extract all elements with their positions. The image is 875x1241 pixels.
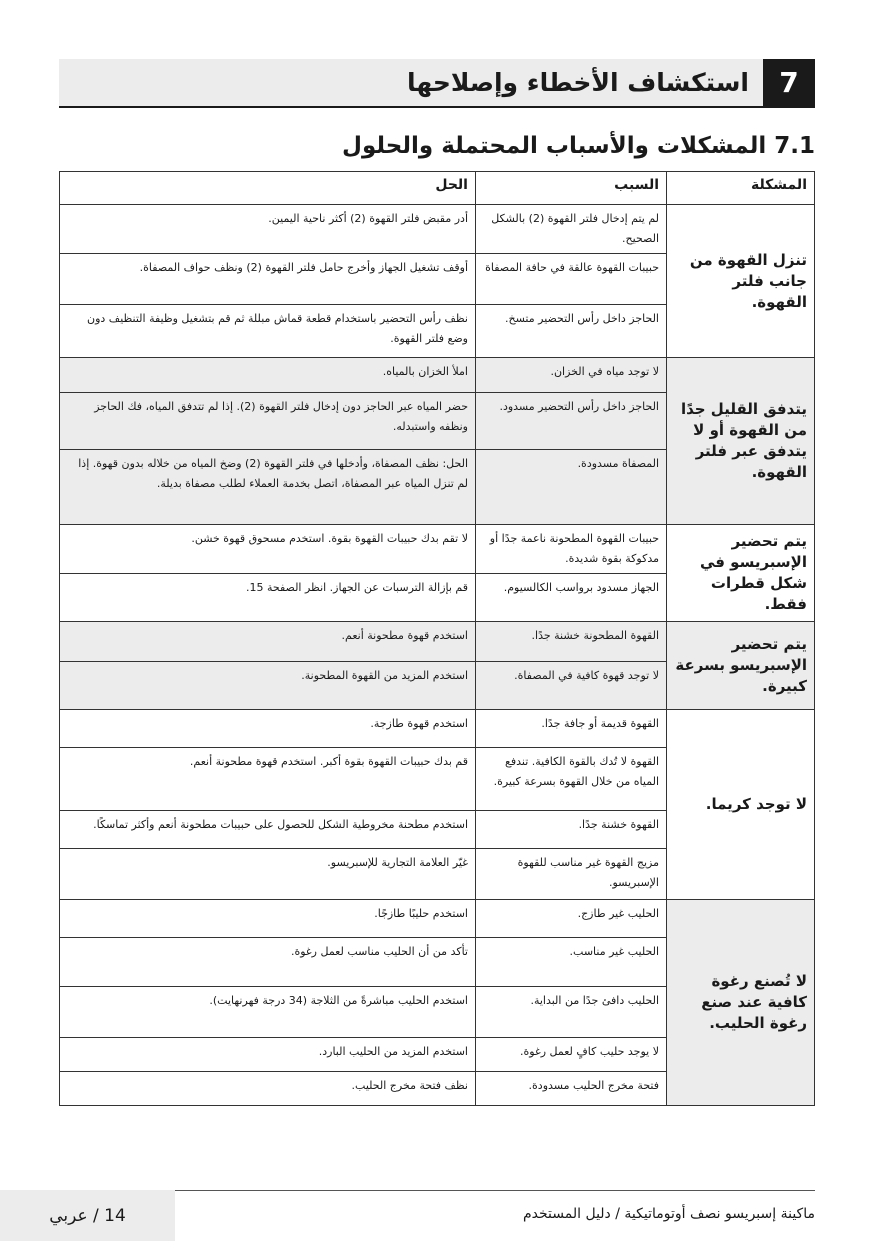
solution-cell: أوقف تشغيل الجهاز وأخرج حامل فلتر القهوة (2) ونظف حواف المصفاة. xyxy=(60,254,476,305)
cause-cell: الحليب غير طازج. xyxy=(476,900,667,938)
solution-cell: استخدم قهوة طازجة. xyxy=(60,710,476,748)
cause-cell: حبيبات القهوة عالقة في حافة المصفاة xyxy=(476,254,667,305)
solution-cell: نظف رأس التحضير باستخدام قطعة قماش مبللة ثم قم بتشغيل وظيفة التنظيف دون وضع فلتر القهوة. xyxy=(60,305,476,358)
problem-cell: تنزل القهوة من جانب فلتر القهوة. xyxy=(667,205,815,358)
cause-cell: الحاجز داخل رأس التحضير متسخ. xyxy=(476,305,667,358)
table-row xyxy=(60,358,815,393)
header-solution: الحل xyxy=(60,172,476,205)
solution-cell: غيّر العلامة التجارية للإسبريسو. xyxy=(60,849,476,900)
cause-cell: فتحة مخرج الحليب مسدودة. xyxy=(476,1072,667,1106)
table-row xyxy=(60,622,815,662)
solution-cell: استخدم قهوة مطحونة أنعم. xyxy=(60,622,476,662)
solution-cell: استخدم الحليب مباشرةً من الثلاجة (34 درجة فهرنهايت). xyxy=(60,987,476,1038)
problem-cell: لا توجد كريما. xyxy=(667,710,815,900)
solution-cell: أدر مقبض فلتر القهوة (2) أكثر ناحية اليمين. xyxy=(60,205,476,254)
solution-cell: استخدم مطحنة مخروطية الشكل للحصول على حبيبات مطحونة أنعم وأكثر تماسكًا. xyxy=(60,811,476,849)
cause-cell: مزيج القهوة غير مناسب للقهوة الإسبريسو. xyxy=(476,849,667,900)
page-number: 14 / عربي xyxy=(0,1190,175,1241)
table-row xyxy=(60,205,815,254)
cause-cell: لا توجد قهوة كافية في المصفاة. xyxy=(476,662,667,710)
cause-cell: حبيبات القهوة المطحونة ناعمة جدًا أو مدكوكة بقوة شديدة. xyxy=(476,525,667,574)
cause-cell: المصفاة مسدودة. xyxy=(476,450,667,525)
cause-cell: القهوة لا تُدك بالقوة الكافية. تندفع المياه من خلال القهوة بسرعة كبيرة. xyxy=(476,748,667,811)
cause-cell: لا توجد مياه في الخزان. xyxy=(476,358,667,393)
chapter-title: استكشاف الأخطاء وإصلاحها xyxy=(406,68,749,97)
cause-cell: لم يتم إدخال فلتر القهوة (2) بالشكل الصحيح. xyxy=(476,205,667,254)
solution-cell: املأ الخزان بالمياه. xyxy=(60,358,476,393)
chapter-header xyxy=(59,59,815,108)
cause-cell: القهوة قديمة أو جافة جدًا. xyxy=(476,710,667,748)
chapter-number: 7 xyxy=(763,59,815,106)
solution-cell: استخدم المزيد من الحليب البارد. xyxy=(60,1038,476,1072)
cause-cell: الحاجز داخل رأس التحضير مسدود. xyxy=(476,393,667,450)
problem-cell: يتم تحضير الإسبريسو بسرعة كبيرة. xyxy=(667,622,815,710)
solution-cell: الحل: نظف المصفاة، وأدخلها في فلتر القهوة (2) وضخ المياه من خلاله بدون قهوة. إذا لم تنزل المياه عبر المصفاة، اتصل بخدمة العملاء لطلب مصفاة بديلة. xyxy=(60,450,476,525)
cause-cell: الحليب دافئ جدًا من البداية. xyxy=(476,987,667,1038)
cause-cell: الحليب غير مناسب. xyxy=(476,938,667,987)
troubleshooting-table xyxy=(59,171,815,1106)
header-problem: المشكلة xyxy=(667,172,815,205)
cause-cell: الجهاز مسدود برواسب الكالسيوم. xyxy=(476,574,667,622)
solution-cell: قم بدك حبيبات القهوة بقوة أكبر. استخدم قهوة مطحونة أنعم. xyxy=(60,748,476,811)
section-title: 7.1 المشكلات والأسباب المحتملة والحلول xyxy=(342,133,815,159)
solution-cell: نظف فتحة مخرج الحليب. xyxy=(60,1072,476,1106)
table-header-row xyxy=(60,172,815,205)
problem-cell: يتدفق القليل جدًا من القهوة أو لا يتدفق عبر فلتر القهوة. xyxy=(667,358,815,525)
cause-cell: القهوة خشنة جدًا. xyxy=(476,811,667,849)
solution-cell: حضر المياه عبر الحاجز دون إدخال فلتر القهوة (2). إذا لم تتدفق المياه، فك الحاجز ونظفه واستبدله. xyxy=(60,393,476,450)
solution-cell: استخدم المزيد من القهوة المطحونة. xyxy=(60,662,476,710)
table-row xyxy=(60,525,815,574)
solution-cell: تأكد من أن الحليب مناسب لعمل رغوة. xyxy=(60,938,476,987)
solution-cell: قم بإزالة الترسبات عن الجهاز. انظر الصفحة 15. xyxy=(60,574,476,622)
cause-cell: لا يوجد حليب كافٍ لعمل رغوة. xyxy=(476,1038,667,1072)
footer-divider xyxy=(175,1190,815,1191)
solution-cell: استخدم حليبًا طازجًا. xyxy=(60,900,476,938)
solution-cell: لا تقم بدك حبيبات القهوة بقوة. استخدم مسحوق قهوة خشن. xyxy=(60,525,476,574)
problem-cell: لا تُصنع رغوة كافية عند صنع رغوة الحليب. xyxy=(667,900,815,1106)
header-cause: السبب xyxy=(476,172,667,205)
cause-cell: القهوة المطحونة خشنة جدًا. xyxy=(476,622,667,662)
table-row xyxy=(60,900,815,938)
problem-cell: يتم تحضير الإسبريسو في شكل قطرات فقط. xyxy=(667,525,815,622)
manual-title: ماكينة إسبريسو نصف أوتوماتيكية / دليل المستخدم xyxy=(523,1206,815,1222)
table-row xyxy=(60,710,815,748)
